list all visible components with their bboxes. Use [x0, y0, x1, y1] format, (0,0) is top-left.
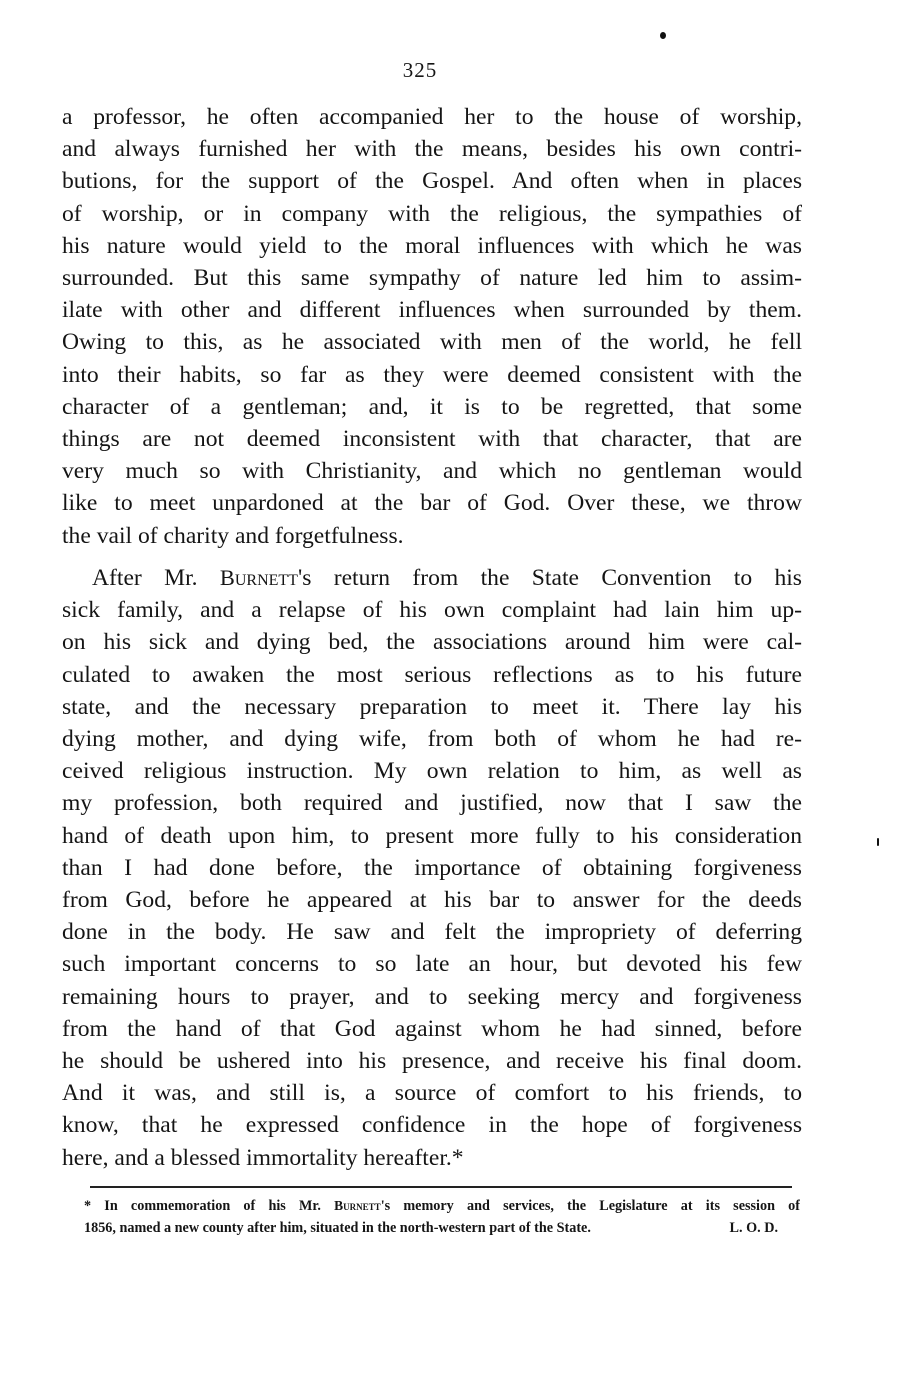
text-line: than I had done before, the importance of obtaining forgiveness	[62, 854, 802, 881]
paragraph-1	[62, 101, 802, 552]
text-line: my profession, both required and justified, now that I saw the	[62, 790, 802, 817]
footnote-line	[84, 1217, 800, 1239]
text-line: such important concerns to so late an hour, but devoted his few	[62, 951, 802, 978]
text-line: from God, before he appeared at his bar to answer for the deeds	[62, 887, 802, 914]
ink-speck	[660, 32, 666, 39]
page-number: 325	[402, 58, 438, 82]
text-line: dying mother, and dying wife, from both of whom he had re-	[62, 726, 802, 753]
footnote-signature: L. O. D.	[729, 1220, 778, 1236]
person-name: Burnett	[334, 1198, 381, 1213]
text-line: state, and the necessary preparation to meet it. There lay his	[62, 693, 802, 720]
text-line: ceived religious instruction. My own relation to him, as well as	[62, 758, 802, 785]
text-line: hand of death upon him, to present more fully to his consideration	[62, 822, 802, 849]
text-line: Owing to this, as he associated with men of the world, he fell	[62, 329, 802, 356]
text-line: butions, for the support of the Gospel. And often when in places	[62, 168, 802, 195]
text-line: of worship, or in company with the religious, the sympathies of	[62, 200, 802, 227]
text-line: on his sick and dying bed, the associations around him were cal-	[62, 629, 802, 656]
text-line: know, that he expressed confidence in the hope of forgiveness	[62, 1112, 802, 1139]
text-line: he should be ushered into his presence, and receive his final doom.	[62, 1048, 802, 1075]
text-fragment: * In commemoration of his Mr.	[84, 1198, 335, 1214]
text-line: here, and a blessed immortality hereafter.*	[62, 1144, 464, 1171]
text-line: the vail of charity and forgetfulness.	[62, 522, 404, 549]
footnote-divider	[90, 1186, 792, 1188]
footnote-line	[84, 1195, 800, 1217]
ink-speck	[877, 838, 879, 846]
text-fragment: 's return from the State Convention to his	[297, 565, 802, 591]
text-line: from the hand of that God against whom he had sinned, before	[62, 1015, 802, 1042]
text-line: into their habits, so far as they were deemed consistent with the	[62, 361, 802, 388]
text-line: sick family, and a relapse of his own complaint had lain him up-	[62, 597, 802, 624]
text-line: surrounded. But this same sympathy of nature led him to assim-	[62, 265, 802, 292]
text-line: and always furnished her with the means, besides his own contri-	[62, 136, 802, 163]
text-line: things are not deemed inconsistent with that character, that are	[62, 426, 802, 453]
footnote-text: 1856, named a new county after him, situated in the north-western part of the State.	[84, 1220, 591, 1236]
person-name: Burnett	[219, 565, 298, 590]
text-line: his nature would yield to the moral influences with which he was	[62, 232, 802, 259]
text-line: character of a gentleman; and, it is to be regretted, that some	[62, 393, 802, 420]
text-line: And it was, and still is, a source of comfort to his friends, to	[62, 1080, 802, 1107]
paragraph-2	[62, 562, 802, 1174]
text-line: very much so with Christianity, and which no gentleman would	[62, 458, 802, 485]
text-fragment: After Mr.	[92, 565, 220, 591]
text-fragment: 's memory and services, the Legislature at its session of	[380, 1198, 800, 1214]
text-line: remaining hours to prayer, and to seeking mercy and forgiveness	[62, 983, 802, 1010]
text-line-first	[62, 562, 802, 594]
text-line: culated to awaken the most serious reflections as to his future	[62, 661, 802, 688]
text-line: a professor, he often accompanied her to the house of worship,	[62, 104, 802, 130]
text-line: ilate with other and different influences when surrounded by them.	[62, 297, 802, 324]
text-line: like to meet unpardoned at the bar of God. Over these, we throw	[62, 490, 802, 517]
footnote	[84, 1195, 800, 1239]
text-line: done in the body. He saw and felt the impropriety of deferring	[62, 919, 802, 946]
